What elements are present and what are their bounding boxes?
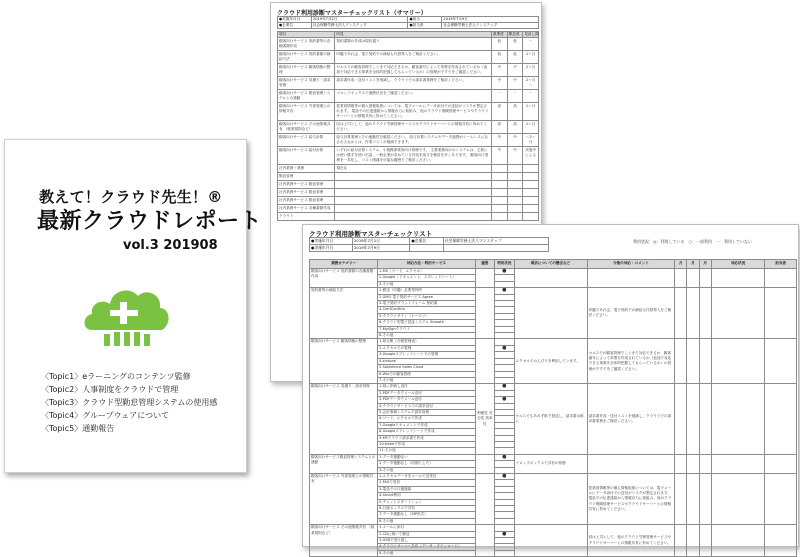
summary-cell-period: 1ヶ月 — [523, 121, 539, 134]
service-option: 2.Google（ドキュメント、スプレッドシート） — [378, 275, 475, 281]
status-cell[interactable] — [711, 474, 765, 525]
month-cell[interactable] — [699, 525, 711, 557]
summary-row — [278, 213, 539, 221]
comment-cell: セルスでの顧客管理でことまで対応できるか、顧客番号によって単票を作成されているか（追加で対応できる事業を全体的把握してもらっているか）の管理がですでをご確認ください。 — [587, 339, 675, 384]
comment-cell — [587, 269, 675, 288]
summary-cell-urg — [507, 189, 523, 197]
info-label: ●実施年月日 — [310, 238, 353, 245]
service-option: 2.FAXで受信 — [378, 480, 475, 486]
service-option: 5.Salesforce Sales Cloud — [378, 365, 475, 371]
status-legend: 利用状況：◎：利用している ○：一部利用 －：利用していない — [633, 239, 752, 244]
checklist-row — [310, 269, 797, 275]
summary-cell-imp: 中 — [492, 147, 508, 165]
report-cover — [4, 139, 263, 473]
category-cell: 契約書等の締結方法 — [310, 288, 378, 339]
status-cell[interactable] — [711, 339, 765, 384]
service-option: 2.CDに焼いて郵送 — [378, 531, 475, 537]
status-cell[interactable] — [711, 454, 765, 473]
summary-row — [278, 165, 539, 173]
summary-cell-note: 給与計算業務とその連動性を確認ください。 給与計算システムやデータ連携がシームレスになされるなかとは、作業コストが削減できます。 — [335, 134, 492, 147]
summary-cell-period: 実施中による — [523, 147, 539, 165]
summary-cell-period — [523, 189, 539, 197]
service-option: 6.ワード、エクセルで作成 — [378, 416, 475, 422]
checklist-header: 現状についての懸念など — [514, 260, 587, 269]
summary-cell-imp: － — [492, 90, 508, 103]
summary-cell-imp — [492, 189, 508, 197]
assignee-cell[interactable] — [765, 525, 797, 557]
info-label: ●企業名 — [410, 238, 443, 245]
checklist-header: 対応状況 — [711, 260, 765, 269]
topic-item: 〈Topic1〉eラーニングのコンテンツ監修 — [41, 372, 191, 381]
status-cell[interactable] — [711, 384, 765, 454]
summary-cell-period — [523, 213, 539, 221]
summary-header: 見直し期 — [524, 32, 539, 36]
service-option: 5.クラウドサイン（ケースリ） — [378, 313, 475, 319]
summary-cell-period: 2ヶ月 — [523, 64, 539, 77]
assignee-cell[interactable] — [765, 288, 797, 339]
summary-cell-item: 顧客向けサービス 契約書類の締結方法 — [278, 51, 335, 64]
checklist-row — [310, 454, 797, 460]
usage-status[interactable]: ● — [495, 384, 514, 390]
summary-row — [278, 121, 539, 134]
summary-cell-item: 社内業務サービス 勤怠管理 — [278, 197, 335, 205]
summary-cell-item: クラウド — [278, 213, 335, 221]
summary-cell-period: ～2ヶ月 — [523, 134, 539, 147]
service-option: 3.電子契約プラットフォーム 契約書 — [378, 301, 475, 307]
service-option: 7.MySignクラウド — [378, 326, 475, 332]
summary-cell-period: － — [523, 38, 539, 51]
checklist-row — [310, 384, 797, 390]
summary-cell-imp — [492, 213, 508, 221]
summary-cell-urg — [507, 173, 523, 181]
usage-status[interactable]: ● — [495, 345, 514, 351]
month-cell[interactable] — [699, 384, 711, 454]
info-value: 2019年7月9日 — [442, 17, 539, 23]
summary-cell-item: 顧客向けサービス その他情報共有 （就業規則など） — [278, 121, 335, 134]
concern-cell — [514, 288, 587, 339]
service-option: 8.Googleスプレッドシートで作成 — [378, 429, 475, 435]
checklist-table — [309, 259, 797, 557]
checklist-header: 重要 — [475, 260, 494, 269]
usage-status[interactable] — [495, 550, 514, 556]
service-option: 1.データ連動ない — [378, 454, 475, 460]
summary-cell-imp — [492, 165, 508, 173]
checklist-sheet — [302, 224, 799, 555]
summary-row — [278, 103, 539, 121]
importance-cell — [475, 269, 494, 288]
service-option: 3.その他 — [378, 467, 475, 473]
service-option: 5.チャットスタートション — [378, 499, 475, 505]
summary-cell-imp — [492, 181, 508, 189]
info-label: ●実施年月日 — [278, 17, 312, 23]
info-label: ●実施年月日 — [310, 245, 353, 252]
summary-cell-imp: 低 — [492, 51, 508, 64]
service-option: 11.その他 — [378, 448, 475, 454]
summary-row — [278, 134, 539, 147]
concern-cell: エクセルでのんびりを利用しています。 — [514, 339, 587, 384]
importance-cell — [475, 454, 494, 473]
summary-cell-urg — [507, 205, 523, 213]
service-option: 8.その他 — [378, 333, 475, 339]
month-cell[interactable] — [675, 384, 687, 454]
service-option: 7.データ連動なし（ZIP形式） — [378, 512, 475, 518]
summary-cell-item: 顧客向けサービス 契約書等の各種書類作成 — [278, 38, 335, 51]
checklist-header: 月 — [687, 260, 699, 269]
summary-cell-note: 回は上司として、他のクラウド労務管理サービスやクラウドサーバーとの情報共有に努めてください。 — [335, 121, 492, 134]
info-value: 社会保険労務士法人ワンステップ — [442, 23, 539, 29]
summary-cell-period: － — [523, 90, 539, 103]
comment-cell: 回は上司として、他のクラウド労務管理サービスやクラウドサーバーとの情報共有に努めてください。 — [587, 525, 675, 557]
summary-cell-period — [523, 181, 539, 189]
summary-table — [277, 31, 539, 221]
summary-cell-note: いずれの給付計算システム、小規模事業所向け管理です。 主要業務向けのシステムは、主要には使い勝手を使い出量、一般企業が求めている内容を前方を検討を多くあります。 顧客向け業務を一本化し、コスト削減を可能な範囲でご検討ください。 — [335, 147, 492, 165]
info-empty — [443, 245, 548, 252]
service-option: 1.エクセルデータをメールで送受信 — [378, 474, 475, 480]
summary-cell-item: 顧客向けサービス 勤怠管理システムとの連動 — [278, 90, 335, 103]
summary-cell-note: 従業員情報等の個人情報取扱については、電子メールにデータ添付での送信がリスクが想定されます。 電話での伝達連絡から情報出力に取組み、他のクラウド保険管理サービスやクラウドサーバーとの情報共有に努めてください。 — [335, 103, 492, 121]
info-label: ●企業名 — [278, 23, 312, 29]
importance-cell — [475, 474, 494, 525]
summary-cell-urg — [507, 213, 523, 221]
summary-cell-urg: － — [507, 90, 523, 103]
cover-title-line1: 教えて！クラウド先生！® — [39, 188, 223, 206]
assignee-cell[interactable] — [765, 384, 797, 454]
summary-cell-urg: 中 — [507, 147, 523, 165]
summary-cell-note — [335, 189, 492, 197]
info-value: 社会保険労務士法人ワンステップ — [311, 23, 408, 29]
summary-cell-imp: 高 — [492, 103, 508, 121]
summary-cell-item: 社内業務サービス 勤怠管理 — [278, 189, 335, 197]
service-option: 3.その他 — [378, 281, 475, 287]
info-empty — [410, 245, 443, 252]
month-cell[interactable] — [675, 288, 687, 339]
summary-cell-urg — [507, 165, 523, 173]
concern-cell — [514, 474, 587, 525]
summary-cell-note — [335, 205, 492, 213]
checklist-header: 対応方法・利用サービス — [378, 260, 475, 269]
service-option: 1.メールに添付 — [378, 525, 475, 531]
status-cell[interactable] — [711, 288, 765, 339]
category-cell: 顧客向けサービス勤怠管理システムとの連動 — [310, 454, 378, 473]
summary-cell-period — [523, 165, 539, 173]
summary-cell-note: 現在な — [335, 165, 492, 173]
summary-cell-period — [523, 205, 539, 213]
month-cell[interactable] — [687, 525, 699, 557]
month-cell[interactable] — [675, 339, 687, 384]
summary-cell-urg: 高 — [507, 103, 523, 121]
summary-cell-urg: 高 — [507, 121, 523, 134]
month-cell[interactable] — [675, 454, 687, 473]
summary-cell-imp — [492, 197, 508, 205]
summary-cell-urg: 低 — [507, 51, 523, 64]
info-value: 2019年7月2日 — [353, 238, 410, 245]
summary-cell-period — [523, 197, 539, 205]
comment-cell: 従業員情報等の個人情報取扱については、電子メールにデータ添付での送信がリスクが想定されます。電話での伝達連絡から情報出力に取組み、他のクラウド保険管理サービスやクラウドサーバーとの情報共有に努めてください。 — [587, 474, 675, 525]
summary-cell-item: 顧客向けサービス 外部管理上の情報共有 — [278, 103, 335, 121]
service-option: 5.その他 — [378, 550, 475, 556]
concern-cell: セルスでもあれず紙で発送し、請求書は紙に — [514, 384, 587, 454]
checklist-header: 月 — [675, 260, 687, 269]
category-cell: 顧客向けサービス 顧客情報の整理 — [310, 339, 378, 384]
service-option: 1.紙台帳（台帳管理表） — [378, 339, 475, 345]
summary-row — [278, 51, 539, 64]
assignee-cell[interactable] — [765, 474, 797, 525]
summary-row — [278, 77, 539, 90]
service-option: 6.クラウド型電子認証システム Smooth — [378, 320, 475, 326]
month-cell[interactable] — [699, 288, 711, 339]
summary-row — [278, 38, 539, 51]
checklist-header: 担当者 — [765, 260, 797, 269]
checklist-row — [310, 525, 797, 531]
service-option: 4.ConfConfirm — [378, 307, 475, 313]
importance-cell — [475, 339, 494, 384]
topic-item: 〈Topic3〉クラウド型勤怠管理システムの使用感 — [41, 398, 218, 407]
concern-cell — [514, 525, 587, 557]
service-option: 4.クラウドサービスでの請求送付 — [378, 403, 475, 409]
summary-cell-note — [335, 181, 492, 189]
summary-cell-note: セルスでの顧客管理でことまで対応できるか、顧客番号によって単票を作成されているか（追加で対応できる事業を全体的把握してもらっているか）の管理がですでをご確認ください。 — [335, 64, 492, 77]
summary-cell-note — [335, 213, 492, 221]
category-cell: 顧客向けサービス 契約書類の各種書類作成 — [310, 269, 378, 288]
summary-cell-note: 請求書作成・送付コストを削減し、クラウドでの請求書業務をご検討ください。 — [335, 77, 492, 90]
service-option: 1.MS（ワード、エクセル） — [378, 269, 475, 275]
category-cell: 顧客向けサービス 見積り・請求管理 — [310, 384, 378, 454]
month-cell[interactable] — [675, 269, 687, 288]
summary-cell-period — [523, 173, 539, 181]
usage-status[interactable]: ● — [495, 474, 514, 480]
service-option: 7.その他 — [378, 377, 475, 383]
summary-cell-period: 1ヶ月 — [523, 51, 539, 64]
checklist-row — [310, 339, 797, 345]
summary-row — [278, 173, 539, 181]
cover-volume: vol.3 201908 — [123, 238, 218, 253]
concern-cell — [514, 269, 587, 288]
summary-header: 項目 — [278, 32, 335, 38]
summary-cell-imp: 中 — [492, 64, 508, 77]
summary-cell-item: 社内業務サービス 勤怠管理 — [278, 181, 335, 189]
info-label: ●担当 — [408, 17, 442, 23]
month-cell[interactable] — [687, 339, 699, 384]
topic-list — [41, 370, 217, 435]
cloud-thumbs-up-logo — [80, 280, 172, 346]
summary-cell-imp: 高 — [492, 121, 508, 134]
summary-cell-urg — [507, 197, 523, 205]
month-cell[interactable] — [675, 525, 687, 557]
checklist-header: 今後の対応・コメント — [587, 260, 675, 269]
summary-cell-urg: 中 — [507, 64, 523, 77]
service-option: 2.データ連動なし（同期とした） — [378, 461, 475, 467]
summary-cell-period: 1ヶ月 — [523, 103, 539, 121]
summary-cell-note: 契約書類の作成は現状通り — [335, 38, 492, 51]
summary-row — [278, 90, 539, 103]
summary-cell-urg — [507, 181, 523, 189]
comment-cell: 印鑑であれば、電子契約での締結も代替導入をご検討ください。 — [587, 288, 675, 339]
usage-status[interactable]: ● — [495, 454, 514, 460]
service-option: 3.PDFデータでメール送付 — [378, 397, 475, 403]
info-value: 2019年7月9日 — [353, 245, 410, 252]
topic-item: 〈Topic2〉人事制度をクラウドで管理 — [41, 385, 179, 394]
service-option: 6.日経ボックスで共有 — [378, 506, 475, 512]
summary-cell-period: 2ヶ月～ — [523, 77, 539, 90]
month-cell[interactable] — [675, 474, 687, 525]
month-cell[interactable] — [687, 454, 699, 473]
usage-status[interactable]: ● — [495, 397, 514, 403]
summary-cell-imp — [492, 173, 508, 181]
category-cell: 顧客向けサービス 外部管理上の情報共有 — [310, 474, 378, 525]
checklist-header: 業務カテゴリー — [310, 260, 378, 269]
service-option: 1.郵送（印鑑）必要等押印 — [378, 288, 475, 294]
summary-cell-item: 社内業務サービス 各種書類作成 — [278, 205, 335, 213]
cover-title-line2: 最新クラウドレポート — [37, 209, 263, 234]
usage-status[interactable]: ● — [495, 269, 514, 275]
checklist-title: クラウド利用診断マスターチェックリスト — [309, 230, 433, 238]
comment-cell — [587, 454, 675, 473]
month-cell[interactable] — [699, 454, 711, 473]
assignee-cell[interactable] — [765, 339, 797, 384]
service-option: 2.PDFデータでメール送付 — [378, 390, 475, 396]
summary-cell-item: 社内業務＋業務 — [278, 165, 335, 173]
summary-header: 所見 — [335, 32, 492, 38]
summary-row — [278, 64, 539, 77]
summary-cell-item: 顧客向けサービス 給付計算 — [278, 147, 335, 165]
summary-info-table — [277, 16, 539, 29]
checklist-row — [310, 288, 797, 294]
summary-cell-item: 顧客向けサービス 顧客情報の整理 — [278, 64, 335, 77]
comment-cell: 請求書作成・送付コストを削減し、クラウドでの請求書業務をご検討ください。 — [587, 384, 675, 454]
summary-cell-item: 顧客向けサービス 給与計算 — [278, 134, 335, 147]
service-option: 4.kintone — [378, 358, 475, 364]
summary-cell-note — [335, 173, 492, 181]
month-cell[interactable] — [699, 339, 711, 384]
month-cell[interactable] — [687, 269, 699, 288]
summary-cell-urg: 中 — [507, 77, 523, 90]
importance-cell — [475, 525, 494, 557]
summary-cell-note: 印鑑であれば、電子契約での締結も代替導入をご検討ください。 — [335, 51, 492, 64]
assignee-cell[interactable] — [765, 454, 797, 473]
checklist-header: 利用状況 — [495, 260, 514, 269]
summary-cell-note: マロンフボックスで連携状況をご確認ください。 — [335, 90, 492, 103]
service-option: 2.エクセルでの管理 — [378, 345, 475, 351]
info-value: 2019年7月2日 — [311, 17, 408, 23]
importance-cell — [475, 288, 494, 339]
usage-status[interactable]: ● — [495, 531, 514, 537]
service-option: 8.その他 — [378, 518, 475, 524]
usage-status[interactable]: ● — [495, 288, 514, 294]
service-option: 3.Googleスプレッドシートでの管理 — [378, 352, 475, 358]
service-option: 6.Wixでの顧客管理 — [378, 371, 475, 377]
status-cell[interactable] — [711, 269, 765, 288]
service-option: 1.紙に印刷し送付 — [378, 384, 475, 390]
status-cell[interactable] — [711, 525, 765, 557]
info-value: 社会保険労務士法人ワンステップ — [443, 238, 548, 245]
service-option: 10.freeeで作成 — [378, 441, 475, 447]
importance-cell: 利便性 安全性 効率性 — [475, 384, 494, 454]
service-option: 7.Googleドキュメントで作成 — [378, 422, 475, 428]
checklist-row — [310, 474, 797, 480]
summary-row — [278, 147, 539, 165]
summary-title: クラウド利用診断マスターチェックリスト（サマリー） — [277, 10, 427, 17]
summary-cell-urg: 中 — [507, 134, 523, 147]
service-option: 3.電話での口頭連絡 — [378, 486, 475, 492]
service-option: 4.Smart利用 — [378, 493, 475, 499]
summary-row — [278, 181, 539, 189]
summary-cell-urg: 低 — [507, 38, 523, 51]
checklist-info-table — [309, 237, 549, 252]
service-option: 2.GMO 電子契約サービス Agree — [378, 294, 475, 300]
category-cell: 顧客向けサービス その他情報共有 （就業規則など） — [310, 525, 378, 557]
topic-item: 〈Topic4〉グループウェアについて — [41, 411, 170, 420]
summary-row — [278, 205, 539, 213]
summary-cell-imp: 中 — [492, 77, 508, 90]
checklist-header: 月 — [699, 260, 711, 269]
summary-header: 重要度 — [492, 32, 508, 38]
summary-cell-imp — [492, 205, 508, 213]
service-option: 3.USBで受け渡し — [378, 538, 475, 544]
summary-cell-imp: 中 — [492, 134, 508, 147]
month-cell[interactable] — [687, 474, 699, 525]
summary-cell-imp: 低 — [492, 38, 508, 51]
service-option: 9.MFクラウド請求書で作成 — [378, 435, 475, 441]
assignee-cell[interactable] — [765, 269, 797, 288]
service-option: 5.会計事務システムで請求管理 — [378, 409, 475, 415]
service-option: 4.クラウドサーバー共有（データ・ダウンロード） — [378, 544, 475, 550]
summary-header: 緊急度 — [507, 32, 523, 38]
month-cell[interactable] — [699, 269, 711, 288]
summary-row — [278, 189, 539, 197]
month-cell[interactable] — [687, 384, 699, 454]
summary-row — [278, 197, 539, 205]
summary-cell-item: 顧客向けサービス 見積り・請求管理 — [278, 77, 335, 90]
concern-cell: ドロップボックスで共有の形態 — [514, 454, 587, 473]
month-cell[interactable] — [687, 288, 699, 339]
info-label: ●担当者 — [408, 23, 442, 29]
month-cell[interactable] — [699, 474, 711, 525]
summary-cell-item: 勤怠管理 — [278, 173, 335, 181]
summary-cell-note — [335, 197, 492, 205]
topic-item: 〈Topic5〉通勤報告 — [41, 424, 115, 433]
